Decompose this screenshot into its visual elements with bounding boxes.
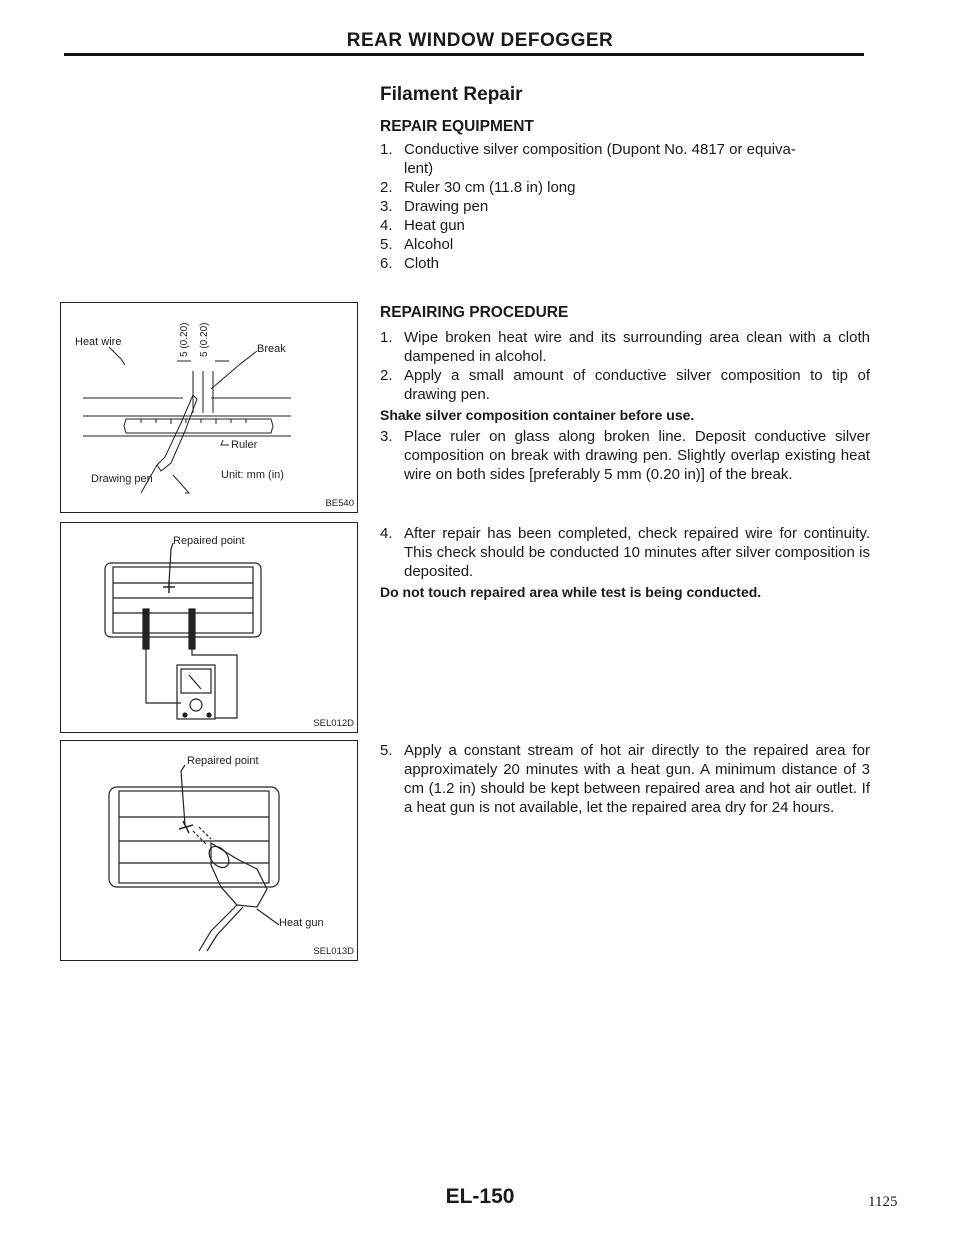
label-drawing-pen: Drawing pen [91,473,153,485]
equipment-list [380,140,870,273]
figure-code: BE540 [325,498,354,509]
list-item: 3. Drawing pen [380,198,489,215]
list-item: 5. Alcohol [380,236,454,253]
label-heat-wire: Heat wire [75,336,122,348]
page-number: 1125 [868,1194,898,1210]
caution-shake: Shake silver composition container before use. [380,407,695,423]
figure-continuity-check-illustration [61,523,357,732]
label-heat-gun: Heat gun [279,917,324,929]
label-repaired-point: Repaired point [187,755,259,767]
figure-drawing-pen-ruler [60,302,358,513]
label-dimension-2: 5 (0.20) [199,322,210,357]
figure-code: SEL013D [313,946,354,957]
list-item: 6. Cloth [380,255,440,272]
equipment-heading: REPAIR EQUIPMENT [380,118,534,135]
page-header-title: REAR WINDOW DEFOGGER [346,30,614,51]
label-unit: Unit: mm (in) [221,469,284,481]
procedure-step-4: 4. After repair has been completed, check repaired wire for continuity. This check should be conducted 10 minutes after silver composition is deposited. [380,525,870,580]
procedure-step-5: 5. Apply a constant stream of hot air directly to the repaired area for approximately 20 minutes with a heat gun. A minimum distance of 3 cm (1.2 in) should be kept between repaired area and hot air outlet. If a heat gun is not available, let the repaired area dry for 24 hours. [380,742,870,816]
procedure-step-1: 1. Wipe broken heat wire and its surrounding area clean with a cloth dampened in alcohol. [380,329,870,365]
figure-heat-gun [60,740,358,961]
footer-section-code: EL-150 [445,1185,515,1208]
figure-code: SEL012D [313,718,354,729]
procedure-step-3: 3. Place ruler on glass along broken line. Deposit conductive silver composition on break with drawing pen. Slightly overlap existing heat wire on both sides [preferably 5 mm (0.20 in)] of the break. [380,428,870,483]
label-break: Break [257,343,286,355]
label-ruler: Ruler [231,439,258,451]
header-rule [64,53,864,56]
section-title: Filament Repair [380,84,523,105]
list-item: 4. Heat gun [380,217,465,234]
procedure-heading: REPAIRING PROCEDURE [380,304,569,321]
list-item: 1. Conductive silver composition (Dupont No. 4817 or equiva- [380,141,796,158]
list-item: lent) [404,160,434,177]
figure-continuity-check [60,522,358,733]
caution-do-not-touch: Do not touch repaired area while test is being conducted. [380,584,762,600]
list-item: 2. Ruler 30 cm (11.8 in) long [380,179,576,196]
label-repaired-point: Repaired point [173,535,245,547]
label-dimension-1: 5 (0.20) [179,322,190,357]
procedure-step-2: 2. Apply a small amount of conductive silver composition to tip of drawing pen. [380,367,870,403]
